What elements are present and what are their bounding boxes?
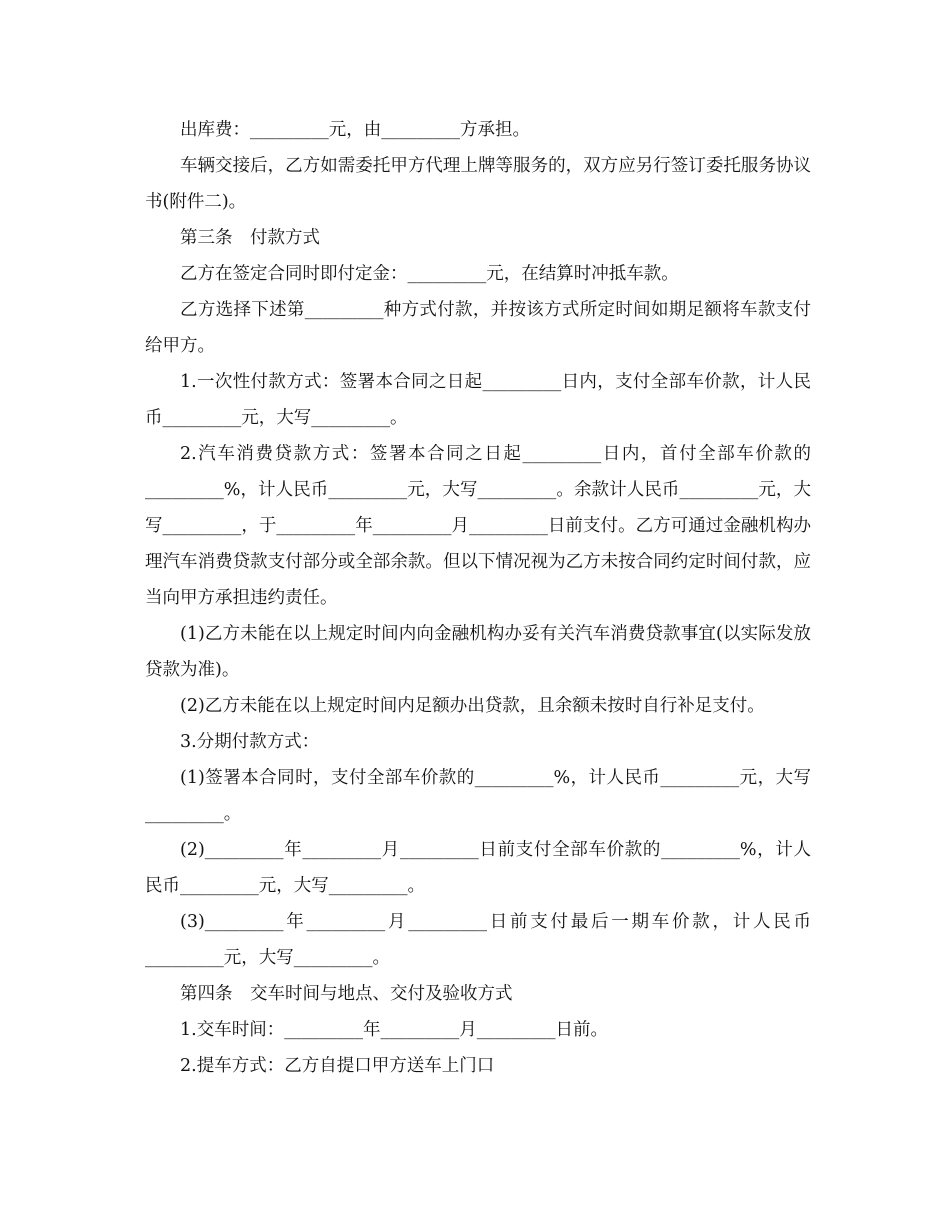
paragraph-consumer-loan-payment: 2.汽车消费贷款方式：签署本合同之日起_________日内，首付全部车价款的_________%，计人民币_________元，大写_________。余款计人民币_________元，大写_________，于_________年_________月_________日前支付。乙方可通过金融机构办理汽车消费贷款支付部分或全部余款。但以下情况视为乙方未按合同约定时间付款，应当向甲方承担违约责任。 bbox=[145, 444, 811, 608]
paragraph-loan-condition-1: (1)乙方未能在以上规定时间内向金融机构办妥有关汽车消费贷款事宜(以实际发放贷款为准)。 bbox=[145, 624, 811, 680]
paragraph-installment-2: (2)_________年_________月_________日前支付全部车价款的_________%，计人民币_________元，大写_________。 bbox=[145, 840, 811, 896]
paragraph-delegation-agreement: 车辆交接后，乙方如需委托甲方代理上牌等服务的，双方应另行签订委托服务协议书(附件二)。 bbox=[145, 156, 811, 212]
paragraph-delivery-time: 1.交车时间：_________年_________月_________日前。 bbox=[180, 1020, 608, 1040]
paragraph-outbound-fee: 出库费：_________元，由_________方承担。 bbox=[180, 120, 530, 140]
paragraph-payment-choice: 乙方选择下述第_________种方式付款，并按该方式所定时间如期足额将车款支付给甲方。 bbox=[145, 300, 811, 356]
paragraph-lump-sum-payment: 1.一次性付款方式：签署本合同之日起_________日内，支付全部车价款，计人民币_________元，大写_________。 bbox=[145, 372, 811, 428]
paragraph-loan-condition-2: (2)乙方未能在以上规定时间内足额办出贷款，且余额未按时自行补足支付。 bbox=[180, 696, 765, 716]
paragraph-deposit: 乙方在签定合同时即付定金：_________元，在结算时冲抵车款。 bbox=[180, 264, 679, 284]
paragraph-pickup-method: 2.提车方式：乙方自提口甲方送车上门口 bbox=[180, 1056, 495, 1076]
section-heading-article-4: 第四条 交车时间与地点、交付及验收方式 bbox=[180, 984, 513, 1004]
section-heading-article-3: 第三条 付款方式 bbox=[180, 228, 320, 248]
paragraph-installment-1: (1)签署本合同时，支付全部车价款的_________%，计人民币_________元，大写_________。 bbox=[145, 768, 811, 824]
paragraph-installment-3: (3)_________年_________月_________日前支付最后一期车价款，计人民币_________元，大写_________。 bbox=[145, 912, 811, 968]
paragraph-installment-heading: 3.分期付款方式： bbox=[180, 732, 320, 752]
contract-page bbox=[145, 112, 811, 1084]
